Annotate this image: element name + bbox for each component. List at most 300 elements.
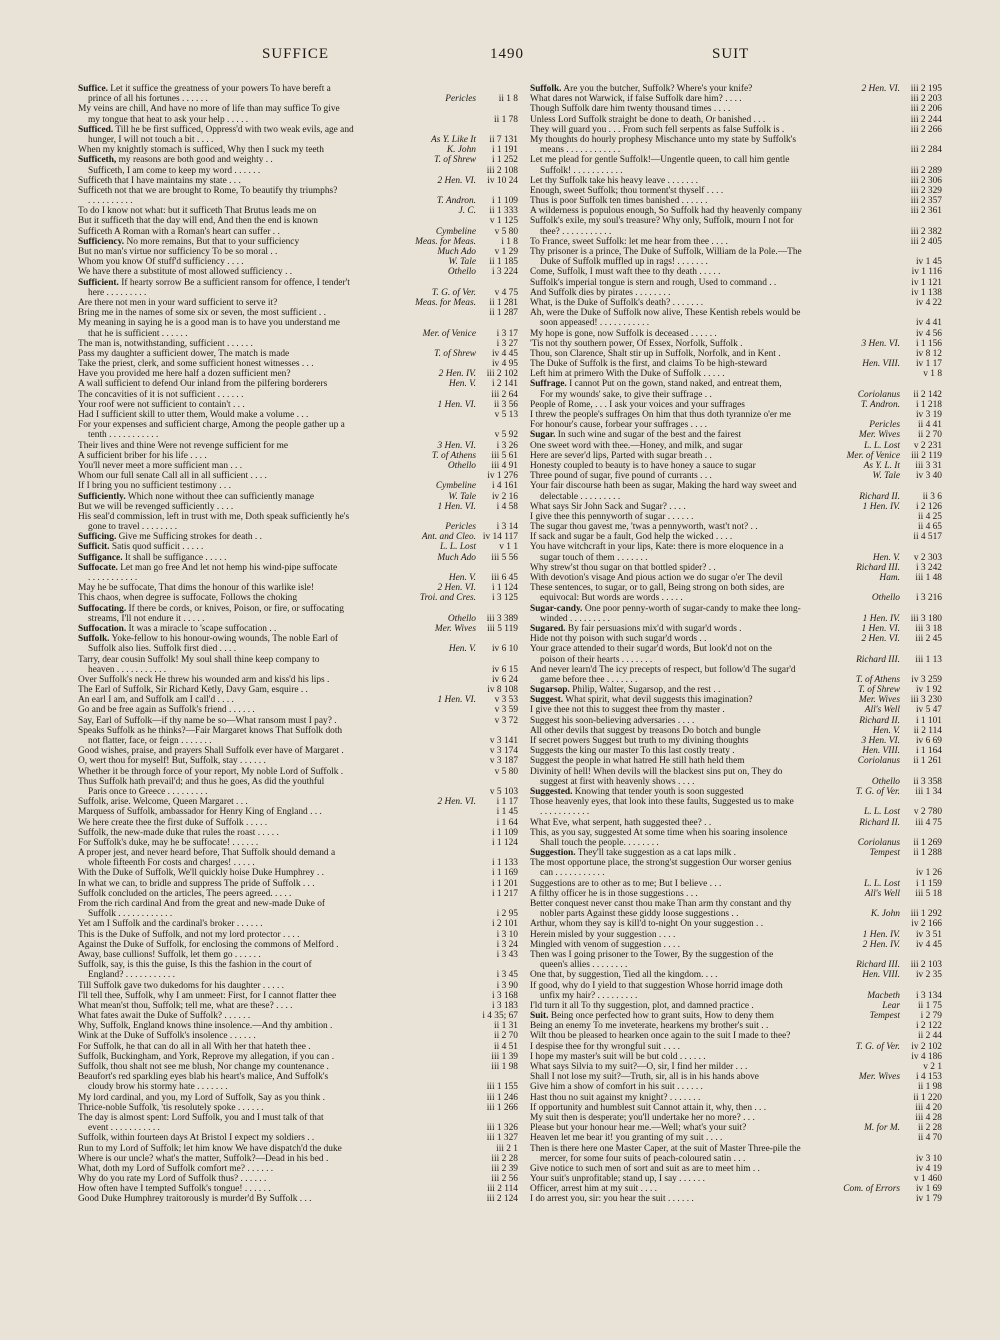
act-scene-line: ii 1 31 — [494, 1021, 518, 1032]
play-reference: Richard II. — [859, 491, 900, 502]
quotation: heaven . . . . . . . . . . . — [88, 664, 167, 675]
act-scene-line: iv 1 92 — [915, 685, 942, 696]
play-reference: T. Andron. — [860, 399, 900, 410]
quotation: His seal'd commission, left in trust with me, Doth speak sufficiently he's — [78, 511, 350, 522]
concordance-line — [530, 247, 942, 257]
concordance-line — [530, 84, 942, 94]
concordance-line — [78, 318, 518, 328]
play-reference: Hen. V. — [448, 379, 476, 390]
quotation-text — [530, 237, 900, 247]
quotation: Knowing that tender youth is soon suggested — [574, 786, 744, 797]
act-scene-line: ii 1 185 — [489, 257, 518, 268]
act-scene-line: i 1 109 — [491, 827, 518, 838]
act-scene-line: i 3 24 — [496, 939, 518, 950]
concordance-line — [530, 227, 942, 237]
quotation-text — [78, 807, 476, 817]
act-scene-line: ii 2 70 — [494, 1031, 518, 1042]
act-scene-line: iv 14 117 — [482, 532, 518, 543]
quotation: gone to travel . . . . . . . . — [88, 522, 178, 533]
quotation: For my wounds' sake, to give their suffrage . . — [540, 389, 712, 400]
quotation: winded . . . . . . . . . — [540, 613, 610, 624]
quotation: Duke of Suffolk muffled up in rags! . . . . . . . — [540, 257, 708, 268]
act-scene-line: iv 2 16 — [491, 491, 518, 502]
act-scene-line: i 3 183 — [491, 1000, 518, 1011]
act-scene-line: v 2 303 — [913, 552, 942, 563]
play-reference: Hen. V. — [872, 552, 900, 563]
concordance-line — [78, 125, 518, 135]
headword: Sufficit. — [78, 542, 110, 553]
act-scene-line: ii 7 131 — [489, 134, 518, 145]
left-running-head: SUFFICE — [262, 46, 330, 62]
play-reference: All's Well — [864, 888, 900, 899]
quotation: Till Suffolk gave two dukedoms for his daughter . . . . . — [78, 980, 284, 991]
act-scene-line: iii 1 327 — [486, 1133, 518, 1144]
quotation: Divinity of hell! When devils will the blackest sins put on, They do — [530, 766, 783, 777]
concordance-line — [530, 736, 942, 746]
act-scene-line: iii 2 56 — [491, 1174, 518, 1185]
concordance-line — [78, 1194, 518, 1204]
quotation: But no man's virtue nor sufficiency To be so moral . . — [78, 247, 278, 257]
play-reference: J. C. — [458, 206, 476, 217]
concordance-line — [78, 1001, 518, 1011]
act-scene-line: ii 4 51 — [494, 1041, 518, 1052]
quotation: Herein misled by your suggestion . . . . — [530, 929, 676, 940]
concordance-line — [530, 542, 942, 552]
quotation: Yoke-fellow to his honour-owing wounds, The noble Earl of — [111, 634, 339, 645]
quotation: Your roof were not sufficient to contain't . . . — [78, 399, 245, 410]
quotation-text — [78, 441, 433, 451]
concordance-line — [78, 1174, 518, 1184]
quotation-text — [78, 278, 518, 288]
quotation-text — [78, 227, 432, 237]
quotation-text — [530, 1072, 855, 1082]
quotation: To do I know not what: but it sufficeth That Brutus leads me on — [78, 206, 317, 217]
quotation: And never learn'd The icy precepts of respect, but follow'd The sugar'd — [530, 664, 796, 675]
play-reference: T. Andron. — [436, 196, 476, 207]
quotation: If I bring you no sufficient testimony . . . — [78, 481, 231, 492]
headword: Suffrage. — [530, 379, 567, 390]
act-scene-line: ii 2 70 — [918, 430, 942, 441]
play-reference: Coriolanus — [857, 756, 900, 767]
quotation: Give notice to such men of sort and suit as are to meet him . . — [530, 1163, 760, 1174]
concordance-line — [78, 451, 518, 461]
quotation: The day is almost spent: Lord Suffolk, you and I must talk of that — [78, 1112, 324, 1123]
act-scene-line: i 3 125 — [491, 593, 518, 604]
quotation: Sufficeth, I am come to keep my word . . . . . . — [88, 165, 261, 176]
act-scene-line: iii 3 230 — [910, 695, 942, 706]
quotation-text — [530, 838, 854, 848]
play-reference: Pericles — [445, 94, 476, 105]
quotation-text — [530, 593, 868, 603]
play-reference: Pericles — [445, 522, 476, 533]
concordance-line — [530, 1072, 942, 1082]
quotation-text — [78, 767, 476, 777]
concordance-line — [78, 950, 518, 960]
quotation-text — [530, 685, 854, 695]
act-scene-line: iii 2 39 — [491, 1163, 518, 1174]
quotation: Mingled with venom of suggestion . . . . — [530, 939, 680, 950]
quotation: Please but your honour hear me.—Well; what's your suit? — [530, 1123, 747, 1134]
concordance-line — [530, 563, 942, 573]
quotation-text — [530, 756, 854, 766]
concordance-line — [78, 94, 518, 104]
quotation-text — [78, 135, 427, 145]
concordance-line — [78, 308, 518, 318]
quotation: . . . . . . . . . . . — [540, 807, 590, 818]
quotation-text — [78, 94, 441, 104]
act-scene-line: ii 1 8 — [498, 94, 518, 105]
act-scene-line: ii 1 261 — [913, 756, 942, 767]
concordance-line — [530, 1174, 942, 1184]
quotation: Thus Suffolk hath prevail'd; and thus he goes, As did the youthful — [78, 776, 325, 787]
concordance-line — [78, 430, 518, 440]
play-reference: T. of Athens — [431, 450, 476, 461]
quotation: Your grace attended to their sugar'd words, But look'd not on the — [530, 644, 772, 655]
play-reference: Mer. Wives — [434, 623, 476, 634]
quotation: sugar touch of them . . . . . . . — [540, 552, 648, 563]
act-scene-line: v 1 29 — [494, 247, 518, 257]
quotation: We here create thee the first duke of Suffolk . . . . . — [78, 817, 268, 828]
quotation-text — [78, 573, 445, 583]
quotation-text — [530, 522, 900, 532]
play-reference: 2 Hen. VI. — [437, 583, 476, 594]
quotation-text — [78, 115, 476, 125]
quotation-text — [530, 115, 900, 125]
concordance-line — [78, 196, 518, 206]
quotation: Away, base cullions! Suffolk, let them go . . . . . . — [78, 949, 261, 960]
concordance-line — [530, 1194, 942, 1204]
quotation-text — [530, 329, 900, 339]
quotation-text — [530, 1174, 900, 1184]
concordance-line — [530, 726, 942, 736]
act-scene-line: iv 6 10 — [491, 644, 518, 655]
concordance-line — [530, 1031, 942, 1041]
quotation-text — [78, 542, 436, 552]
quotation-text — [78, 1154, 476, 1164]
quotation-text — [530, 573, 875, 583]
play-reference: 1 Hen. VI. — [437, 399, 476, 410]
concordance-line — [530, 451, 942, 461]
quotation-text — [78, 1082, 476, 1092]
quotation: Take the priest, clerk, and some sufficient honest witnesses . . . — [78, 359, 314, 370]
quotation: Better conquest never canst thou make Than arm thy constant and thy — [530, 899, 792, 909]
quotation: Till he be first sufficed, Oppress'd with two weak evils, age and — [115, 124, 354, 135]
play-reference: 1 Hen. IV. — [862, 613, 900, 624]
quotation: You have witchcraft in your lips, Kate: there is more eloquence in a — [530, 542, 784, 553]
play-reference: Mer. of Venice — [846, 450, 900, 461]
concordance-line — [78, 726, 518, 736]
quotation-text — [530, 868, 900, 878]
concordance-line — [530, 899, 942, 909]
quotation: Thy prisoner is a prince, The Duke of Suffolk, William de la Pole.—The — [530, 247, 802, 257]
quotation: A filthy officer he is in those suggestions . . . — [530, 888, 698, 899]
act-scene-line: i 3 134 — [915, 990, 942, 1001]
quotation-text — [78, 716, 476, 726]
quotation-text — [530, 1082, 900, 1092]
quotation: Paris once to Greece . . . . . . . . . — [88, 786, 208, 797]
play-reference: 2 Hen. VI. — [861, 634, 900, 645]
concordance-line — [530, 400, 942, 410]
quotation-text — [78, 420, 518, 430]
headword: Suffolk. — [78, 634, 110, 645]
concordance-line — [530, 125, 942, 135]
headword: Sufficed. — [78, 124, 114, 135]
act-scene-line: i 1 8 — [501, 236, 518, 247]
concordance-line — [78, 573, 518, 583]
quotation-text — [78, 746, 476, 756]
concordance-line — [530, 155, 942, 165]
act-scene-line: iii 2 195 — [910, 84, 942, 94]
quotation: Ah, were the Duke of Suffolk now alive, These Kentish rebels would be — [530, 308, 801, 319]
play-reference: T. of Shrew — [858, 685, 900, 696]
quotation-text — [530, 532, 900, 542]
play-reference: 2 Hen. VI. — [861, 84, 900, 94]
act-scene-line: iv 3 10 — [915, 1153, 942, 1164]
quotation: Sufficeth that I have maintains my state . . . — [78, 175, 241, 186]
quotation: I hope my master's suit will be but cold . . . . . . — [530, 1051, 706, 1062]
quotation-text — [530, 104, 900, 114]
quotation: means . . . . . . . . . . . . — [540, 145, 621, 156]
concordance-line — [78, 288, 518, 298]
concordance-line — [78, 797, 518, 807]
quotation: How often have I tempted Suffolk's tongue! . . . . . . — [78, 1184, 271, 1195]
quotation: unfix my hair? . . . . . . . . . — [540, 990, 638, 1001]
quotation: My meaning in saying he is a good man is to have you understand me — [78, 318, 340, 329]
quotation: Come, Suffolk, I must waft thee to thy death . . . . . — [530, 267, 721, 278]
concordance-line — [78, 532, 518, 542]
quotation-text — [530, 553, 869, 563]
quotation: Speaks Suffolk as he thinks?—Fair Margaret knows That Suffolk doth — [78, 725, 343, 736]
act-scene-line: iii 3 389 — [486, 613, 518, 624]
concordance-line — [78, 940, 518, 950]
quotation-text — [530, 879, 860, 889]
quotation-text — [530, 665, 942, 675]
act-scene-line: i 3 17 — [496, 328, 518, 339]
play-reference: T. G. of Ver. — [855, 1041, 900, 1052]
quotation-text — [530, 1042, 852, 1052]
quotation: Wilt thou be pleased to hearken once again to the suit I made to thee? — [530, 1031, 791, 1042]
quotation: I cannot Put on the gown, stand naked, and entreat them, — [569, 379, 782, 390]
concordance-line — [78, 675, 518, 685]
quotation: Being once perfected how to grant suits, How to deny them — [550, 1011, 774, 1022]
concordance-line — [530, 1113, 942, 1123]
quotation: tenth . . . . . . . . . . . — [88, 430, 159, 441]
act-scene-line: iii 2 361 — [910, 206, 942, 217]
quotation-text — [530, 471, 869, 481]
headword: Sufficeth, — [78, 155, 117, 166]
act-scene-line: i 2 122 — [915, 1021, 942, 1032]
quotation-text — [78, 349, 430, 359]
quotation-text — [78, 797, 433, 807]
act-scene-line: iii 4 91 — [491, 460, 518, 471]
quotation: Let it suffice the greatness of your powers To have bereft a — [110, 84, 331, 94]
concordance-line — [530, 379, 942, 389]
quotation: Sufficeth not that we are brought to Rome, To beautify thy triumphs? — [78, 185, 338, 196]
act-scene-line: ii 1 220 — [913, 1092, 942, 1103]
concordance-line — [530, 1133, 942, 1143]
quotation: Here are sever'd lips, Parted with sugar breath . . — [530, 450, 712, 461]
act-scene-line: iv 8 108 — [487, 685, 518, 696]
quotation: Your suit's unprofitable; stand up, I say . . . . . . — [530, 1174, 705, 1185]
act-scene-line: iii 2 405 — [910, 236, 942, 247]
quotation-text — [78, 1042, 476, 1052]
quotation-text — [78, 522, 441, 532]
quotation-text — [78, 481, 432, 491]
act-scene-line: i 3 27 — [496, 338, 518, 349]
play-reference: Macbeth — [867, 990, 900, 1001]
quotation-text — [530, 308, 942, 318]
act-scene-line: v 1 1 — [499, 542, 518, 553]
quotation-text — [78, 705, 476, 715]
quotation: The Duke of Suffolk is the first, and claims To be high-steward — [530, 359, 767, 370]
quotation: Why, Suffolk, England knows thine insolence.—And thy ambition . — [78, 1021, 333, 1032]
act-scene-line: iv 3 259 — [911, 674, 942, 685]
concordance-line — [78, 787, 518, 797]
act-scene-line: i 1 217 — [491, 888, 518, 899]
quotation-text — [78, 583, 433, 593]
quotation-text — [78, 1062, 476, 1072]
act-scene-line: ii 1 98 — [918, 1082, 942, 1093]
quotation-text — [530, 125, 900, 135]
headword: Sugared. — [530, 623, 566, 634]
quotation: Their lives and thine Were not revenge sufficient for me — [78, 440, 289, 451]
act-scene-line: i 3 168 — [491, 990, 518, 1001]
concordance-line — [530, 705, 942, 715]
concordance-line — [78, 257, 518, 267]
concordance-line — [78, 553, 518, 563]
act-scene-line: v 2 231 — [913, 440, 942, 451]
quotation: In what we can, to bridle and suppress The pride of Suffolk . . . — [78, 878, 315, 889]
concordance-line — [530, 981, 942, 991]
act-scene-line: iv 1 45 — [915, 257, 942, 268]
quotation-text — [530, 410, 900, 420]
concordance-line — [530, 145, 942, 155]
act-scene-line: iii 5 56 — [491, 552, 518, 563]
quotation: poison of their hearts . . . . . . . — [540, 654, 653, 665]
act-scene-line: ii 2 44 — [918, 1031, 942, 1042]
quotation-text — [78, 1052, 476, 1062]
concordance-line — [78, 512, 518, 522]
quotation: A wall sufficient to defend Our inland from the pilfering borderers — [78, 379, 328, 390]
concordance-line — [530, 604, 942, 614]
play-reference: Othello — [447, 613, 476, 624]
concordance-line — [78, 1011, 518, 1021]
act-scene-line: iv 6 24 — [491, 674, 518, 685]
play-reference: 3 Hen. VI. — [437, 440, 476, 451]
quotation-text — [78, 1103, 476, 1113]
quotation: These sentences, to sugar, or to gall, Being strong on both sides, are — [530, 583, 785, 594]
act-scene-line: i 1 109 — [491, 196, 518, 207]
concordance-line — [530, 349, 942, 359]
quotation-text — [530, 655, 852, 665]
quotation: But it sufficeth that the day will end, And then the end is known — [78, 216, 318, 227]
play-reference: 2 Hen. VI. — [437, 175, 476, 186]
concordance-line — [530, 685, 942, 695]
play-reference: Cymbeline — [435, 481, 476, 492]
quotation: A wilderness is populous enough, So Suffolk had thy heavenly company — [530, 206, 802, 217]
concordance-line — [78, 471, 518, 481]
concordance-line — [530, 308, 942, 318]
quotation: From the rich cardinal And from the great and new-made Duke of — [78, 899, 326, 909]
concordance-line — [78, 115, 518, 125]
concordance-line — [530, 1123, 942, 1133]
quotation: For Suffolk's duke, may he be suffocate! . . . . . . — [78, 837, 259, 848]
concordance-line — [78, 410, 518, 420]
quotation-text — [530, 298, 900, 308]
quotation: delectable . . . . . . . . . — [540, 491, 621, 502]
quotation-text — [530, 451, 843, 461]
quotation: event . . . . . . . . . . . — [88, 1123, 160, 1134]
act-scene-line: i 3 216 — [915, 593, 942, 604]
concordance-line — [530, 624, 942, 634]
concordance-line — [530, 288, 942, 298]
play-reference: Hen. V. — [448, 644, 476, 655]
concordance-line — [78, 655, 518, 665]
act-scene-line: v 5 103 — [489, 786, 518, 797]
quotation: Honesty coupled to beauty is to have honey a sauce to sugar — [530, 460, 756, 471]
quotation-text — [530, 787, 852, 797]
quotation: Whom our full senate Call all in all sufficient . . . . — [78, 471, 267, 482]
quotation-text — [78, 1093, 476, 1103]
quotation: Suffolk, the new-made duke that rules the roast . . . . . — [78, 827, 279, 838]
quotation: Over Suffolk's neck He threw his wounded arm and kiss'd his lips . — [78, 674, 330, 685]
play-reference: Othello — [447, 267, 476, 278]
concordance-line — [78, 1154, 518, 1164]
concordance-line — [78, 685, 518, 695]
play-reference: T. of Shrew — [434, 155, 476, 166]
quotation-text — [78, 400, 433, 410]
quotation: I give thee not this to suggest thee from thy master . — [530, 705, 725, 716]
quotation-text — [530, 675, 852, 685]
act-scene-line: ii 2 28 — [918, 1123, 942, 1134]
quotation-text — [78, 655, 518, 665]
quotation-text — [78, 379, 445, 389]
quotation-text — [78, 634, 518, 644]
quotation-text — [78, 196, 433, 206]
quotation: Three pound of sugar, five pound of currants . . . — [530, 471, 712, 482]
play-reference: Othello — [447, 460, 476, 471]
act-scene-line: iii 2 1 — [496, 1143, 518, 1154]
act-scene-line: iii 1 266 — [486, 1102, 518, 1113]
quotation-text — [530, 767, 942, 777]
act-scene-line: iii 4 75 — [915, 817, 942, 828]
quotation-text — [530, 991, 863, 1001]
act-scene-line: iv 3 40 — [915, 471, 942, 482]
concordance-line — [530, 909, 942, 919]
quotation-text — [530, 909, 867, 919]
quotation-text — [78, 756, 476, 766]
quotation: What dares not Warwick, if false Suffolk dare him? . . . . — [530, 94, 742, 105]
quotation: cloudy brow his stormy hate . . . . . . . — [88, 1082, 228, 1093]
concordance-line — [78, 166, 518, 176]
act-scene-line: ii 4 517 — [913, 532, 942, 543]
headword: Suffocating. — [78, 603, 127, 614]
quotation-text — [78, 970, 476, 980]
quotation: If secret powers Suggest but truth to my divining thoughts — [530, 736, 749, 746]
quotation-text — [78, 339, 476, 349]
act-scene-line: iv 4 45 — [915, 939, 942, 950]
act-scene-line: ii 4 41 — [918, 420, 942, 431]
play-reference: K. John — [446, 145, 476, 156]
act-scene-line: iii 2 329 — [910, 185, 942, 196]
quotation: Suffolk . . . . . . . . . . . . — [88, 909, 173, 920]
headword: Suggest. — [530, 695, 564, 706]
concordance-line — [78, 176, 518, 186]
concordance-line — [530, 481, 942, 491]
concordance-line — [530, 329, 942, 339]
headword: Sufficing. — [78, 532, 117, 543]
act-scene-line: iii 2 306 — [910, 175, 942, 186]
